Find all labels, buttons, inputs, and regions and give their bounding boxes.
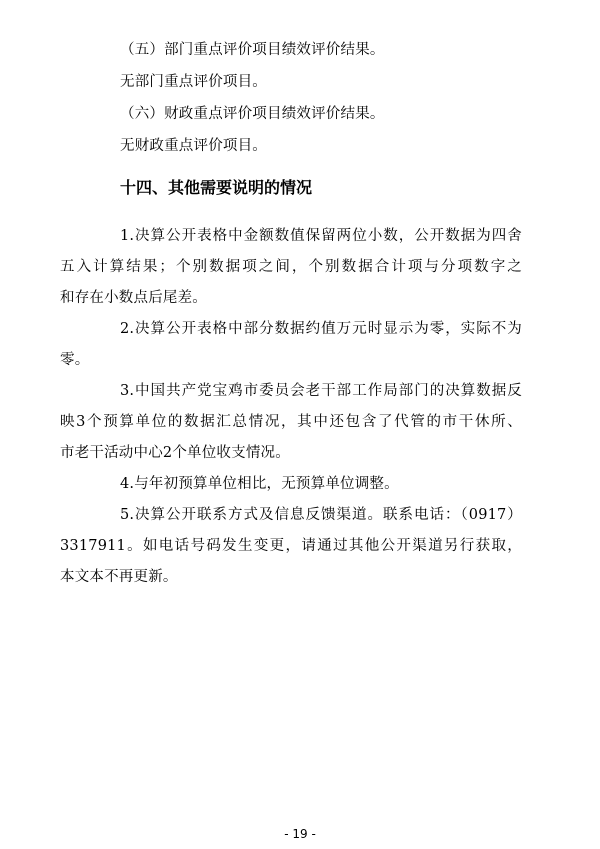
item-3-line-2: 映3个预算单位的数据汇总情况，其中还包含了代管的市干休所、: [60, 414, 522, 430]
item-3-line-3: 市老干活动中心2个单位收支情况。: [60, 445, 290, 461]
dept-key-eval-heading: （五）部门重点评价项目绩效评价结果。: [120, 42, 385, 58]
item-5-line-2: 3317911。如电话号码发生变更，请通过其他公开渠道另行获取，: [60, 538, 522, 554]
finance-key-eval-text: 无财政重点评价项目。: [120, 138, 267, 154]
finance-key-eval-heading: （六）财政重点评价项目绩效评价结果。: [120, 106, 385, 122]
item-1-line-1: 1.决算公开表格中金额数值保留两位小数，公开数据为四舍: [120, 228, 522, 244]
item-2-line-2: 零。: [60, 352, 90, 368]
page-number: - 19 -: [284, 827, 316, 841]
section-14-title: 十四、其他需要说明的情况: [120, 178, 313, 197]
item-5-line-3: 本文本不再更新。: [60, 569, 178, 585]
item-1-line-2: 五入计算结果；个别数据项之间，个别数据合计项与分项数字之: [60, 259, 522, 275]
item-4-line-1: 4.与年初预算单位相比，无预算单位调整。: [120, 476, 399, 492]
item-5-line-1: 5.决算公开联系方式及信息反馈渠道。联系电话：（0917）: [120, 507, 522, 523]
item-1-line-3: 和存在小数点后尾差。: [60, 290, 207, 306]
dept-key-eval-text: 无部门重点评价项目。: [120, 74, 267, 90]
item-2-line-1: 2.决算公开表格中部分数据约值万元时显示为零，实际不为: [120, 321, 522, 337]
item-3-line-1: 3.中国共产党宝鸡市委员会老干部工作局部门的决算数据反: [120, 383, 522, 399]
